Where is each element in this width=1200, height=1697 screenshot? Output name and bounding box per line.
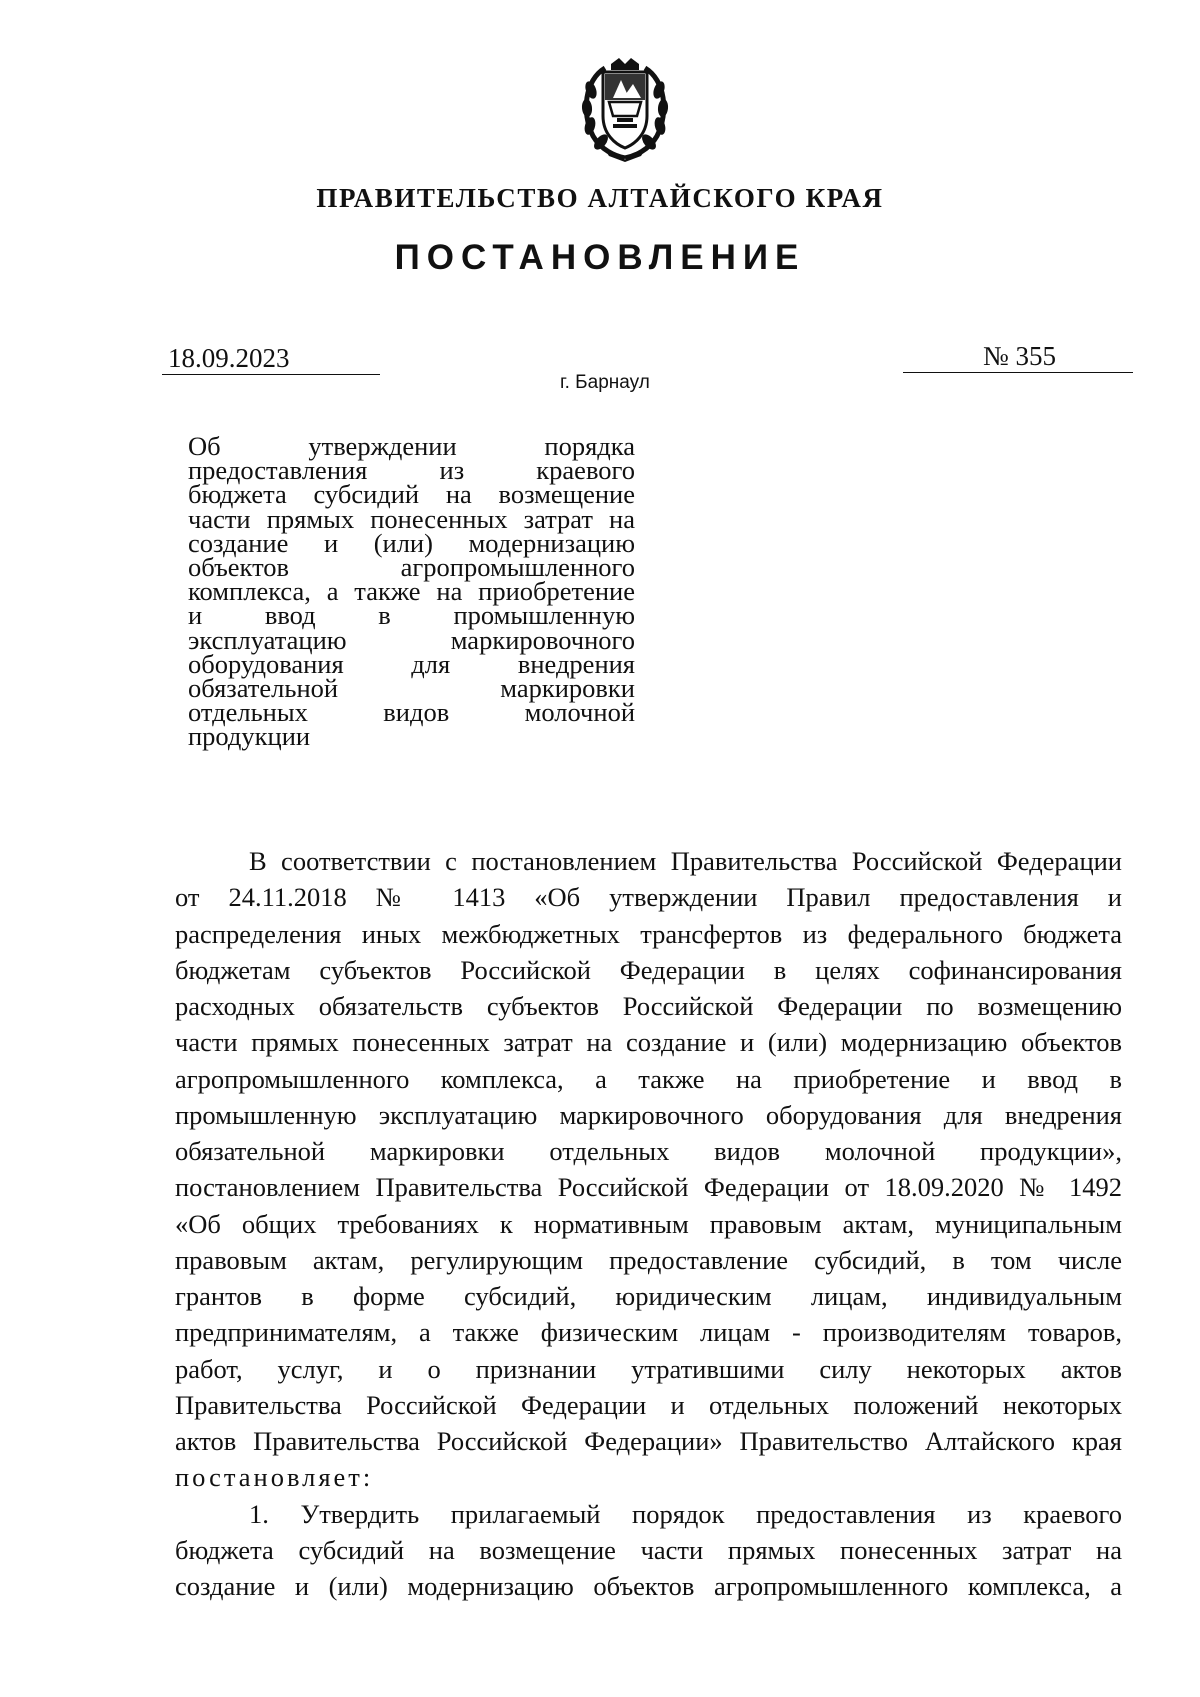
subject-line: обязательной маркировки [188,672,635,703]
body-line: постановляет: [175,1462,374,1493]
body-line: создание и (или) модернизацию объектов агропромышленного комплекса, а [175,1571,1122,1601]
document-type-title: ПОСТАНОВЛЕНИЕ [394,238,806,277]
body-line: от 24.11.2018 № 1413 «Об утверждении Правил предоставления и [175,882,1122,913]
altai-krai-coat-of-arms-icon [575,50,675,162]
document-body [175,843,1122,1604]
body-line: 1. Утвердить прилагаемый порядок предоставления из краевого [249,1498,1122,1529]
body-line: постановлением Правительства Российской Федерации от 18.09.2020 № 1492 [175,1172,1122,1203]
subject-line: предоставления из краевого [188,455,635,486]
government-name: ПРАВИТЕЛЬСТВО АЛТАЙСКОГО КРАЯ [316,183,884,213]
body-line: работ, услуг, и о признании утратившими силу некоторых актов [175,1353,1122,1384]
body-line: распределения иных межбюджетных трансфертов из федерального бюджета [175,918,1122,949]
subject-line: и ввод в промышленную [188,600,635,631]
subject-line: отдельных видов молочной [188,697,635,728]
subject-line: объектов агропромышленного [188,551,635,582]
body-line: бюджетам субъектов Российской Федерации в целях софинансирования [175,954,1122,985]
subject-line: комплекса, а также на приобретение [188,576,635,607]
subject-line: Об утверждении порядка [188,431,635,461]
body-line: агропромышленного комплекса, а также на приобретение и ввод в [175,1063,1122,1094]
body-line: Правительства Российской Федерации и отдельных положений некоторых [175,1389,1122,1420]
subject-line: части прямых понесенных затрат на [188,503,635,534]
body-line: промышленную эксплуатацию маркировочного оборудования для внедрения [175,1099,1122,1130]
body-line: обязательной маркировки отдельных видов молочной продукции», [175,1136,1122,1166]
body-line: расходных обязательств субъектов Российской Федерации по возмещению [175,991,1122,1021]
subject-line: оборудования для внедрения [188,648,635,679]
document-city: г. Барнаул [560,372,650,393]
body-line: предпринимателям, а также физическим лицам - производителям товаров, [175,1317,1122,1348]
subject-line: бюджета субсидий на возмещение [188,479,635,510]
body-line: бюджета субсидий на возмещение части прямых понесенных затрат на [175,1534,1122,1565]
document-subject [188,431,635,752]
body-line: «Об общих требованиях к нормативным правовым актам, муниципальным [175,1208,1122,1239]
subject-line: продукции [188,721,311,752]
document-number: № 355 [903,340,1133,373]
document-date: 18.09.2023 [162,342,380,375]
body-line: части прямых понесенных затрат на создание и (или) модернизацию объектов [175,1027,1122,1058]
subject-line: создание и (или) модернизацию [188,527,635,558]
body-line: правовым актам, регулирующим предоставление субсидий, в том числе [175,1244,1122,1275]
body-line: В соответствии с постановлением Правительства Российской Федерации [249,846,1122,876]
body-line: актов Правительства Российской Федерации» Правительство Алтайского края [175,1426,1122,1456]
subject-line: эксплуатацию маркировочного [188,624,635,655]
body-line: грантов в форме субсидий, юридическим лицам, индивидуальным [175,1281,1122,1311]
